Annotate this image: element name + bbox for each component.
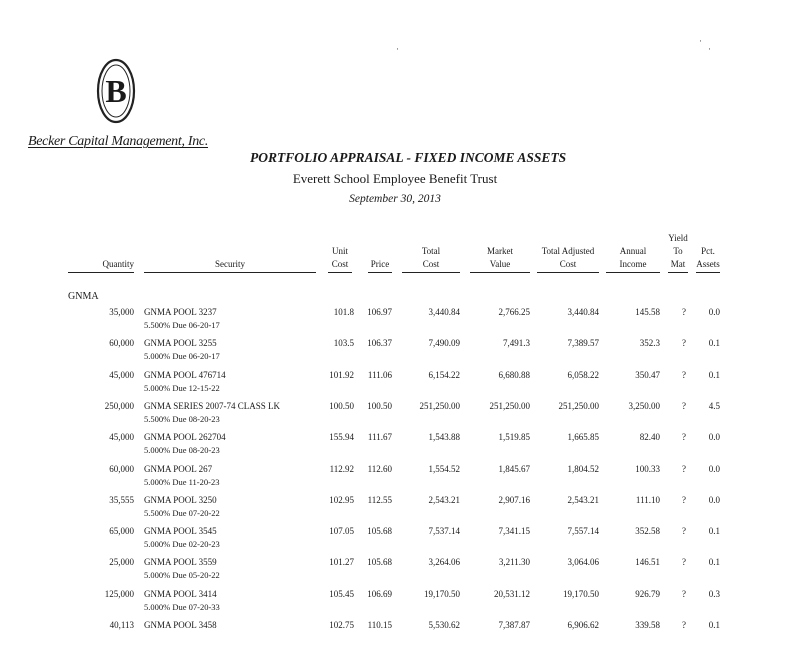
cell-adjusted-cost: 7,389.57 [567,338,599,349]
cell-adjusted-cost: 3,440.84 [567,307,599,317]
cell-pct-assets: 0.0 [708,307,720,317]
cell-quantity: 65,000 [109,526,134,537]
cell-coupon-due: 5.000% Due 07-20-33 [144,601,220,612]
table-row [0,464,800,496]
cell-total-cost: 6,154.22 [428,369,460,380]
cell-yield: ? [682,369,686,380]
cell-adjusted-cost: 1,804.52 [567,463,599,474]
company-name: Becker Capital Management, Inc. [28,134,209,149]
cell-total-cost: 3,440.84 [428,307,460,317]
cell-market-value: 20,531.12 [494,588,530,599]
table-row [0,370,800,402]
section-label: GNMA [68,291,99,302]
header-annual-income: Annual Income [606,245,660,273]
client-name: Everett School Employee Benefit Trust [292,171,498,186]
cell-total-cost: 7,537.14 [428,526,460,537]
scan-mark: · [699,36,702,46]
cell-yield: ? [682,620,686,630]
cell-yield: ? [682,400,686,411]
cell-yield: ? [682,338,686,349]
cell-annual-income: 352.58 [635,526,660,537]
cell-quantity: 45,000 [109,369,134,380]
cell-total-cost: 5,530.62 [428,620,460,630]
cell-market-value: 251,250.00 [489,400,530,411]
cell-annual-income: 146.51 [635,557,660,568]
cell-adjusted-cost: 3,064.06 [567,557,599,568]
cell-adjusted-cost: 6,058.22 [567,369,599,380]
cell-market-value: 1,845.67 [498,463,530,474]
cell-quantity: 60,000 [109,338,134,349]
cell-security: GNMA POOL 267 [144,463,213,474]
report-date: September 30, 2013 [349,193,441,205]
cell-price: 106.37 [367,338,392,349]
cell-price: 106.69 [367,588,392,599]
cell-adjusted-cost: 7,557.14 [567,526,599,537]
header-yield-to-mat: Yield To Mat [668,232,688,273]
table-row [0,495,800,527]
cell-market-value: 7,341.15 [498,526,530,537]
cell-yield: ? [682,526,686,537]
table-row [0,557,800,589]
header-security: Security [144,258,316,273]
table-row [0,620,800,652]
header-market-value: Market Value [470,245,530,273]
header-total-adjusted-cost: Total Adjusted Cost [537,245,599,273]
cell-security: GNMA POOL 3458 [144,620,217,630]
table-row [0,526,800,558]
cell-pct-assets: 0.1 [708,369,720,380]
cell-security: GNMA POOL 262704 [144,432,226,443]
cell-total-cost: 2,543.21 [428,494,460,505]
company-logo [96,58,136,124]
cell-annual-income: 339.58 [635,620,660,630]
header-price: Price [368,258,392,273]
cell-quantity: 25,000 [109,557,134,568]
cell-security: GNMA POOL 3559 [144,557,217,568]
cell-coupon-due: 5.000% Due 02-20-23 [144,539,220,550]
cell-coupon-due: 5.500% Due 06-20-17 [144,320,220,330]
cell-quantity: 35,000 [109,307,134,317]
table-row [0,307,800,339]
cell-unit-cost: 107.05 [329,526,354,537]
header-unit-cost: Unit Cost [328,245,352,273]
cell-unit-cost: 103.5 [333,338,354,349]
cell-unit-cost: 101.8 [333,307,354,317]
cell-unit-cost: 112.92 [329,463,354,474]
table-row [0,401,800,433]
cell-annual-income: 145.58 [635,307,660,317]
cell-price: 111.06 [367,369,392,380]
cell-total-cost: 7,490.09 [428,338,460,349]
cell-market-value: 2,766.25 [498,307,530,317]
cell-adjusted-cost: 2,543.21 [567,494,599,505]
cell-unit-cost: 155.94 [329,432,354,443]
header-quantity: Quantity [68,258,134,273]
cell-unit-cost: 101.27 [329,557,354,568]
cell-total-cost: 251,250.00 [419,400,460,411]
cell-pct-assets: 0.3 [708,588,720,599]
cell-market-value: 1,519.85 [498,432,530,443]
cell-total-cost: 19,170.50 [424,588,460,599]
cell-quantity: 40,113 [109,620,134,630]
cell-coupon-due: 5.000% Due 12-15-22 [144,382,220,393]
cell-unit-cost: 102.95 [329,494,354,505]
cell-adjusted-cost: 6,906.62 [567,620,599,630]
cell-market-value: 2,907.16 [498,494,530,505]
cell-annual-income: 3,250.00 [628,400,660,411]
cell-security: GNMA POOL 3545 [144,526,217,537]
table-row [0,589,800,621]
cell-quantity: 45,000 [109,432,134,443]
cell-pct-assets: 0.0 [708,432,720,443]
cell-security: GNMA SERIES 2007-74 CLASS LK [144,400,281,411]
cell-annual-income: 352.3 [639,338,660,349]
cell-quantity: 125,000 [104,588,134,599]
cell-price: 105.68 [367,557,392,568]
cell-price: 110.15 [367,620,392,630]
cell-coupon-due: 5.000% Due 08-20-23 [144,445,220,456]
report-title: PORTFOLIO APPRAISAL - FIXED INCOME ASSETS [250,150,567,165]
cell-price: 100.50 [367,400,392,411]
cell-market-value: 7,491.3 [503,338,530,349]
cell-coupon-due: 5.500% Due 08-20-23 [144,413,220,424]
cell-yield: ? [682,588,686,599]
cell-coupon-due: 5.000% Due 06-20-17 [144,351,220,362]
cell-price: 112.55 [367,494,392,505]
cell-security: GNMA POOL 476714 [144,369,226,380]
cell-market-value: 6,680.88 [498,369,530,380]
cell-security: GNMA POOL 3237 [144,307,217,317]
cell-yield: ? [682,432,686,443]
cell-pct-assets: 4.5 [708,400,720,411]
cell-price: 105.68 [367,526,392,537]
cell-pct-assets: 0.1 [708,620,720,630]
cell-annual-income: 82.40 [639,432,660,443]
cell-coupon-due: 5.000% Due 11-20-23 [144,476,220,487]
cell-annual-income: 111.10 [635,494,660,505]
cell-yield: ? [682,463,686,474]
cell-annual-income: 926.79 [635,588,660,599]
scan-mark: · [708,44,711,54]
cell-unit-cost: 100.50 [329,400,354,411]
cell-pct-assets: 0.0 [708,494,720,505]
cell-price: 112.60 [367,463,392,474]
cell-adjusted-cost: 1,665.85 [567,432,599,443]
cell-pct-assets: 0.1 [708,526,720,537]
header-total-cost: Total Cost [402,245,460,273]
cell-price: 111.67 [367,432,392,443]
cell-pct-assets: 0.1 [708,557,720,568]
cell-security: GNMA POOL 3250 [144,494,217,505]
cell-quantity: 60,000 [109,463,134,474]
cell-security: GNMA POOL 3414 [144,588,217,599]
cell-market-value: 3,211.30 [498,557,530,568]
cell-security: GNMA POOL 3255 [144,338,217,349]
cell-annual-income: 100.33 [635,463,660,474]
cell-quantity: 35,555 [109,494,134,505]
table-row [0,338,800,370]
cell-annual-income: 350.47 [635,369,660,380]
cell-coupon-due: 5.000% Due 05-20-22 [144,570,220,581]
cell-total-cost: 3,264.06 [428,557,460,568]
cell-unit-cost: 102.75 [329,620,354,630]
table-row [0,432,800,464]
cell-quantity: 250,000 [104,400,134,411]
cell-yield: ? [682,494,686,505]
header-pct-assets: Pct. Assets [696,245,720,273]
cell-unit-cost: 101.92 [329,369,354,380]
scan-mark: · [396,44,399,54]
cell-unit-cost: 105.45 [329,588,354,599]
cell-price: 106.97 [367,307,392,317]
cell-total-cost: 1,554.52 [428,463,460,474]
cell-yield: ? [682,307,686,317]
cell-pct-assets: 0.1 [708,338,720,349]
cell-market-value: 7,387.87 [498,620,530,630]
cell-yield: ? [682,557,686,568]
logo-letter: B [105,73,127,109]
cell-pct-assets: 0.0 [708,463,720,474]
cell-adjusted-cost: 19,170.50 [563,588,599,599]
cell-adjusted-cost: 251,250.00 [558,400,599,411]
cell-total-cost: 1,543.88 [428,432,460,443]
cell-coupon-due: 5.500% Due 07-20-22 [144,507,220,518]
